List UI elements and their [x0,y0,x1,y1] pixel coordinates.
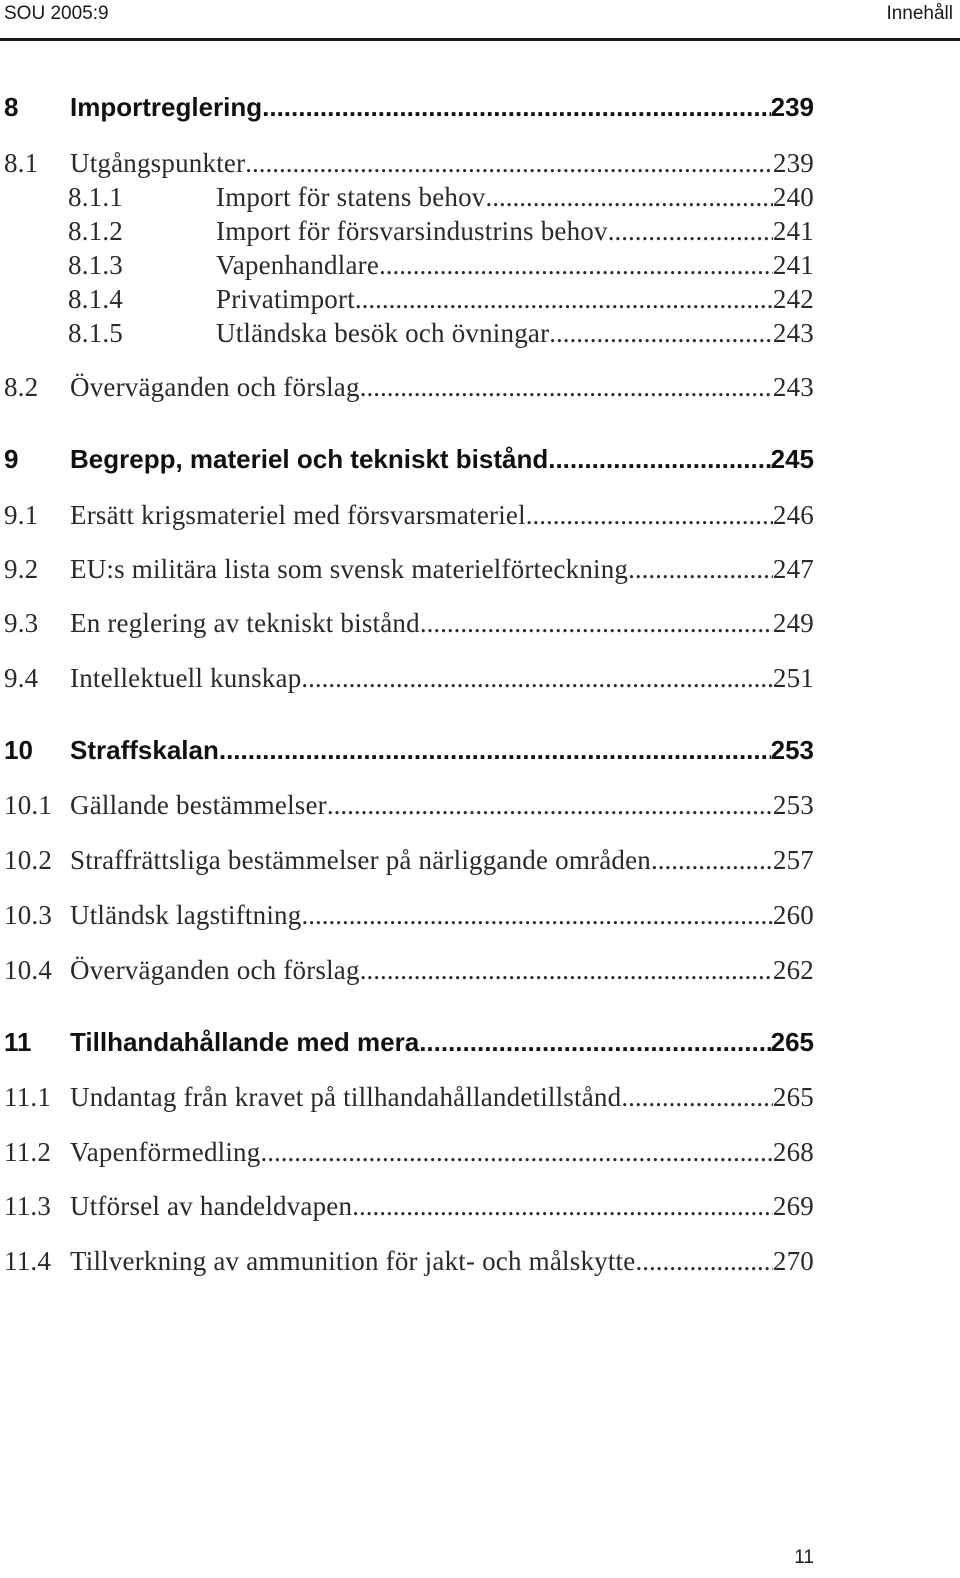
toc-entry [0,250,814,281]
toc-entry [0,900,814,931]
toc-entry-title: Straffrättsliga bestämmelser på närliggande områden [70,845,651,875]
toc-dot-leader [548,444,770,475]
toc-entry [0,663,814,694]
toc-entry-title: Vapenförmedling [70,1137,261,1167]
toc-entry-number: 10.2 [4,845,53,875]
toc-entry-number: 8.1 [4,148,39,178]
toc-entry [0,92,814,123]
toc-entry [0,444,814,475]
toc-entry [0,1191,814,1222]
toc-entry-number: 9.3 [4,608,39,638]
toc-entry-page: 243 [772,318,814,348]
toc-entry-number: 11 [4,1027,32,1057]
toc-dot-leader [360,372,773,403]
toc-entry-page: 241 [772,216,814,246]
toc-entry [0,955,814,986]
toc-entry [0,1246,814,1277]
toc-dot-leader [420,608,773,639]
toc-entry-title: Tillhandahållande med mera [70,1027,420,1057]
toc-entry-page: 269 [772,1191,814,1221]
running-header-right: Innehåll [886,3,953,24]
toc-entry-number: 8.1.2 [68,216,123,246]
toc-dot-leader [379,250,773,281]
toc-entry [0,845,814,876]
toc-entry-title: En reglering av tekniskt bistånd [70,608,420,638]
toc-dot-leader [301,900,772,931]
toc-dot-leader [635,1246,772,1277]
toc-entry-page: 246 [772,500,814,530]
toc-dot-leader [327,790,773,821]
toc-entry-number: 8.1.4 [68,284,123,314]
toc-entry-page: 239 [770,92,814,122]
toc-entry-title: Tillverkning av ammunition för jakt- och målskytte [70,1246,636,1276]
toc-entry-number: 10.1 [4,790,53,820]
toc-entry-page: 243 [772,372,814,402]
toc-entry-number: 10.3 [4,900,53,930]
toc-entry-title: Utländska besök och övningar [216,318,550,348]
toc-dot-leader [352,1191,773,1222]
toc-entry [0,1137,814,1168]
toc-entry-title: Undantag från kravet på tillhandahållandetillstånd [70,1082,622,1112]
toc-entry [0,1027,814,1058]
toc-entry-number: 9 [4,444,19,474]
toc-entry [0,216,814,247]
header-rule [0,38,960,41]
toc-dot-leader [301,663,772,694]
toc-dot-leader [628,554,773,585]
toc-entry-number: 11.4 [4,1246,52,1276]
toc-entry-page: 249 [772,608,814,638]
toc-entry-title: Vapenhandlare [216,250,380,280]
toc-entry [0,500,814,531]
toc-entry-number: 8.1.1 [68,182,123,212]
toc-entry-title: Utgångspunkter [70,148,246,178]
toc-dot-leader [260,1137,772,1168]
toc-entry-number: 8.2 [4,372,39,402]
toc-entry-page: 253 [772,790,814,820]
toc-dot-leader [355,284,773,315]
toc-entry-number: 11.1 [4,1082,52,1112]
toc-dot-leader [219,735,771,766]
toc-entry [0,182,814,213]
toc-entry-title: Import för statens behov [216,182,486,212]
toc-entry-page: 241 [772,250,814,280]
toc-entry-title: Intellektuell kunskap [70,663,302,693]
toc-entry-number: 9.4 [4,663,39,693]
toc-entry-number: 11.2 [4,1137,52,1167]
toc-entry-page: 260 [772,900,814,930]
toc-entry-title: Överväganden och förslag [70,372,360,402]
toc-entry-number: 8.1.3 [68,250,123,280]
toc-entry-title: EU:s militära lista som svensk materielförteckning [70,554,629,584]
toc-entry-title: Privatimport [216,284,355,314]
toc-entry-title: Gällande bestämmelser [70,790,327,820]
toc-dot-leader [526,500,773,531]
page-number: 11 [794,1547,814,1568]
toc-entry-title: Import för försvarsindustrins behov [216,216,608,246]
running-header-left: SOU 2005:9 [4,3,109,24]
toc-entry-number: 8.1.5 [68,318,123,348]
toc-entry-page: 262 [772,955,814,985]
toc-entry-page: 253 [770,735,814,765]
toc-entry-page: 265 [770,1027,814,1057]
toc-entry [0,790,814,821]
toc-entry [0,148,814,179]
toc-entry [0,318,814,349]
toc-entry-title: Utförsel av handeldvapen [70,1191,353,1221]
toc-dot-leader [608,216,773,247]
toc-entry-title: Utländsk lagstiftning [70,900,302,930]
toc-entry-title: Ersätt krigsmateriel med försvarsmateriel [70,500,526,530]
toc-entry-page: 242 [772,284,814,314]
toc-entry [0,284,814,315]
toc-entry-page: 239 [772,148,814,178]
toc-entry-title: Straffskalan [70,735,219,765]
toc-entry [0,554,814,585]
toc-entry-title: Begrepp, materiel och tekniskt bistånd [70,444,549,474]
toc-dot-leader [651,845,773,876]
toc-dot-leader [245,148,773,179]
toc-dot-leader [549,318,773,349]
toc-entry-page: 265 [772,1082,814,1112]
toc-entry [0,608,814,639]
toc-entry-page: 270 [772,1246,814,1276]
toc-dot-leader [621,1082,773,1113]
toc-entry-number: 10.4 [4,955,53,985]
toc-entry-page: 251 [772,663,814,693]
toc-entry-number: 9.2 [4,554,39,584]
toc-entry [0,372,814,403]
toc-entry-title: Importreglering [70,92,263,122]
toc-entry-number: 11.3 [4,1191,52,1221]
toc-dot-leader [419,1027,770,1058]
toc-entry-page: 245 [770,444,814,474]
toc-entry-number: 9.1 [4,500,39,530]
toc-dot-leader [360,955,773,986]
toc-entry [0,1082,814,1113]
toc-entry-number: 8 [4,92,19,122]
toc-entry-page: 247 [772,554,814,584]
toc-entry-number: 10 [4,735,33,765]
toc-entry [0,735,814,766]
toc-dot-leader [262,92,770,123]
toc-dot-leader [486,182,773,213]
toc-entry-page: 257 [772,845,814,875]
toc-entry-page: 240 [772,182,814,212]
toc-entry-title: Överväganden och förslag [70,955,360,985]
toc-entry-page: 268 [772,1137,814,1167]
